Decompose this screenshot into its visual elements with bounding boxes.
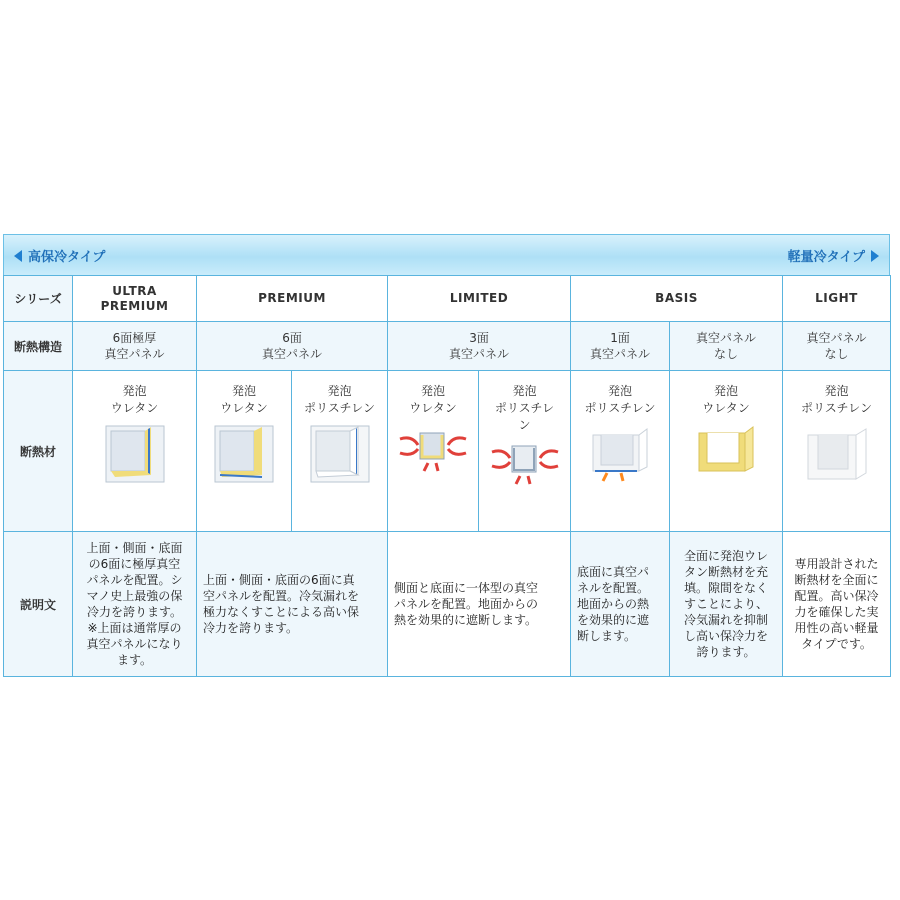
description-line: 断熱材を全面に (794, 573, 879, 587)
description-line: 力を確保した実 (794, 605, 879, 619)
series-row (4, 276, 891, 322)
description-cell (571, 532, 670, 677)
description-line: 熱を効果的に遮断します。 (394, 613, 538, 627)
structure-line: 真空パネル (449, 347, 510, 361)
structure-line: 6面 (282, 331, 302, 345)
description-line: 上面・側面・底面の6面に真 (203, 573, 355, 587)
structure-line: 真空パネル (104, 347, 165, 361)
structure-cell (783, 322, 891, 371)
description-cell (73, 532, 197, 677)
series-name: BASIS (655, 291, 698, 305)
polystyrene-box-icon (310, 425, 370, 483)
description-line: 極力なくすことによる高い保 (203, 605, 360, 619)
structure-line: 真空パネル (262, 347, 323, 361)
series-premium (197, 276, 388, 322)
series-name: ULTRA (112, 283, 157, 298)
material-line: 発泡 (608, 384, 633, 398)
material-line: 発泡 (512, 384, 537, 398)
description-line: タン断熱材を充 (684, 565, 769, 579)
material-line: ポリスチレン (584, 401, 656, 415)
lightweight-label: 軽量冷タイプ (787, 250, 865, 265)
structure-cell (197, 322, 388, 371)
material-header: 断熱材 (4, 371, 73, 532)
description-line: し高い保冷力を (684, 629, 769, 643)
material-line: 発泡 (421, 384, 446, 398)
description-line: パネルを配置。地面からの (394, 597, 539, 611)
description-line: 地面からの熱 (577, 597, 650, 611)
lightweight-link[interactable] (788, 246, 879, 265)
material-line: ポリスチレン (801, 401, 872, 415)
structure-line: 1面 (610, 331, 630, 345)
series-header: シリーズ (4, 276, 73, 322)
description-line: すことにより、 (684, 597, 769, 611)
polystyrene-full-box-icon (802, 425, 872, 483)
material-cell (783, 371, 891, 532)
material-line: ウレタン (220, 401, 268, 415)
material-line: ウレタン (409, 401, 457, 415)
structure-line: 真空パネル (696, 331, 757, 345)
description-line: 用性の高い軽量 (794, 621, 879, 635)
material-cell (388, 371, 479, 532)
description-line: 真空パネルになり (86, 637, 183, 651)
material-cell (670, 371, 783, 532)
description-line: ます。 (116, 653, 153, 667)
series-name: LIMITED (449, 291, 509, 305)
description-line: の6面に極厚真空 (88, 557, 181, 571)
structure-line: なし (714, 347, 739, 361)
material-line: 発泡 (122, 384, 147, 398)
material-line: 発泡 (327, 384, 352, 398)
series-name: LIGHT (815, 291, 858, 305)
polystyrene-heat-block-icon (490, 442, 560, 486)
series-light (783, 276, 891, 322)
urethane-heat-block-icon (398, 425, 468, 475)
material-cell (479, 371, 571, 532)
material-row (4, 371, 891, 532)
structure-cell (670, 322, 783, 371)
description-line: を効果的に遮 (577, 613, 650, 627)
series-table (3, 275, 891, 677)
description-line: 誇ります。 (696, 645, 756, 659)
comparison-panel (3, 234, 890, 677)
structure-cell (571, 322, 670, 371)
description-line: 冷力を誇ります。 (86, 605, 183, 619)
series-limited (388, 276, 571, 322)
description-cell (388, 532, 571, 677)
material-line: ポリスチレン (304, 401, 375, 415)
description-line: 底面に真空パ (577, 565, 650, 579)
urethane-vacuum-box-icon (105, 425, 165, 483)
high-insulation-link[interactable] (14, 246, 105, 265)
description-line: 配置。高い保冷 (794, 589, 879, 603)
high-insulation-label: 高保冷タイプ (28, 250, 106, 265)
material-line: ウレタン (702, 401, 750, 415)
material-line: 発泡 (824, 384, 849, 398)
series-name: PREMIUM (100, 298, 169, 313)
material-line: ウレタン (110, 401, 159, 415)
description-line: パネルを配置。シ (86, 573, 183, 587)
description-line: 冷気漏れを抑制 (684, 613, 769, 627)
urethane-box-icon (214, 425, 274, 483)
material-cell (197, 371, 292, 532)
description-line: 全面に発泡ウレ (684, 549, 769, 563)
structure-row (4, 322, 891, 371)
description-line: 側面と底面に一体型の真空 (394, 581, 539, 595)
description-line: マノ史上最強の保 (86, 589, 183, 603)
structure-header: 断熱構造 (4, 322, 73, 371)
structure-line: 真空パネル (590, 347, 651, 361)
structure-line: なし (824, 347, 849, 361)
description-line: 冷力を誇ります。 (203, 621, 299, 635)
material-line: 発泡 (231, 384, 256, 398)
series-ultra-premium (73, 276, 197, 322)
structure-line: 3面 (469, 331, 489, 345)
material-cell (571, 371, 670, 532)
polystyrene-bottom-panel-icon (587, 425, 653, 485)
urethane-full-box-icon (693, 425, 759, 477)
material-cell (73, 371, 197, 532)
structure-cell (73, 322, 197, 371)
material-line: 発泡 (714, 384, 739, 398)
description-line: 断します。 (577, 629, 637, 643)
description-line: ※上面は通常厚の (87, 621, 182, 635)
structure-line: 6面極厚 (112, 331, 157, 345)
arrow-right-icon (871, 250, 879, 262)
material-cell (292, 371, 388, 532)
type-banner (3, 234, 890, 275)
description-cell (670, 532, 783, 677)
description-line: ネルを配置。 (577, 581, 650, 595)
description-line: タイプです。 (801, 637, 872, 651)
description-cell (783, 532, 891, 677)
description-line: 空パネルを配置。冷気漏れを (203, 589, 360, 603)
material-line: ポリスチレ (494, 401, 555, 415)
description-line: 填。隙間をなく (684, 581, 769, 595)
series-basis (571, 276, 783, 322)
description-line: 専用設計された (794, 557, 879, 571)
description-header: 説明文 (4, 532, 73, 677)
series-name: PREMIUM (258, 291, 326, 305)
structure-cell (388, 322, 571, 371)
description-cell (197, 532, 388, 677)
structure-line: 真空パネル (806, 331, 867, 345)
material-line: ン (518, 418, 531, 432)
description-line: 上面・側面・底面 (86, 541, 183, 555)
arrow-left-icon (14, 250, 22, 262)
description-row (4, 532, 891, 677)
